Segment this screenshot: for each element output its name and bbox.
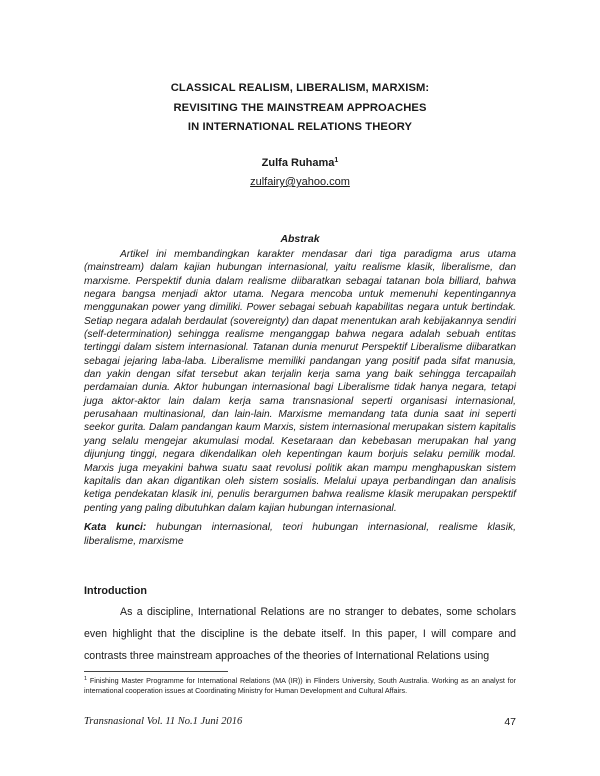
footnote-marker: 1 — [84, 676, 88, 682]
abstract-heading: Abstrak — [280, 233, 320, 245]
author-block — [0, 157, 600, 169]
footnote-text: Finishing Master Programme for International Relations (MA (IR)) in Flinders University, South Australia. Working as an analyst for international cooperation issues at Coordinating Ministry for Human Development and Cultural Affairs. — [84, 676, 517, 696]
author-email-line — [0, 176, 600, 188]
page-number: 47 — [504, 716, 516, 728]
title-line-3: IN INTERNATIONAL RELATIONS THEORY — [187, 121, 413, 133]
journal-citation: Transnasional Vol. 11 No.1 Juni 2016 — [84, 716, 243, 727]
footnote-divider — [84, 671, 228, 672]
introduction-heading: Introduction — [84, 585, 147, 597]
footnote — [84, 674, 516, 696]
introduction-body: As a discipline, International Relations are no stranger to debates, some scholars even highlight that the discipline is the debate itself. In this paper, I will compare and contrasts three mainstream approaches of the theories of International Relations using — [84, 606, 516, 662]
keywords-text: hubungan internasional, teori hubungan internasional, realisme klasik, liberalisme, marxisme — [84, 522, 516, 547]
keywords-label: Kata kunci: — [84, 522, 147, 533]
keywords — [84, 521, 516, 548]
author-footnote-marker: 1 — [334, 157, 339, 164]
title-line-1: CLASSICAL REALISM, LIBERALISM, MARXISM: — [170, 82, 430, 94]
abstract-body: Artikel ini membandingkan karakter mendasar dari tiga paradigma arus utama (mainstream) dalam kajian hubungan internasional, yaitu realisme klasik, liberalisme, dan marxisme. Perspektif dunia dalam realisme diibaratkan sebagai tatanan bola billiard, bahwa negara bangsa menjadi aktor utama. Negara mencoba untuk memenuhi kepentingannya menggunakan power yang dimiliki. Power sebagai sebuah kapabilitas negara untuk bertindak. Setiap negara adalah berdaulat (sovereignty) dan dapat menentukan arah kebijakannya sendiri (self-determination) sehingga realisme menganggap bahwa negara adalah sebuah entitas tertinggi dalam sistem internasional. Tatanan dunia menurut Perspektif Liberalisme diibaratkan sebagai jejaring laba-laba. Liberalisme memiliki pandangan yang positif pada sifat manusia, dan yakin dengan sifat tersebut akan terjalin kerja sama yang baik sehingga tercapailah perdamaian dunia. Aktor hubungan internasional bagi Liberalisme tidak hanya negara, tetapi juga aktor-aktor lain dalam kerja sama transnasional seperti organisasi internasional, perusahaan multinasional, dan lain-lain. Marxisme memandang tata dunia saat ini seperti seekor gurita. Dalam pandangan kaum Marxis, sistem internasional merupakan sistem kapitalis yang selalu mengejar akumulasi modal. Kesetaraan dan kebebasan merupakan hal yang dijunjung tinggi, negara dikendalikan oleh kepentingan kaum borjuis selaku pemilik modal. Marxis juga meyakini bahwa suatu saat revolusi politik akan mampu menghapuskan sistem kapitalis dan akan digantikan oleh sistem sosialis. Melalui upaya perbandingan dan analisis ketiga pendekatan klasik ini, penulis berargumen bahwa realisme klasik merupakan perspektif penting yang paling dibutuhkan dalam kajian hubungan internasional. — [84, 249, 516, 514]
title-line-2: REVISITING THE MAINSTREAM APPROACHES — [173, 102, 427, 114]
author-name: Zulfa Ruhama — [261, 157, 335, 169]
author-email-link[interactable]: zulfairy@yahoo.com — [250, 176, 350, 188]
